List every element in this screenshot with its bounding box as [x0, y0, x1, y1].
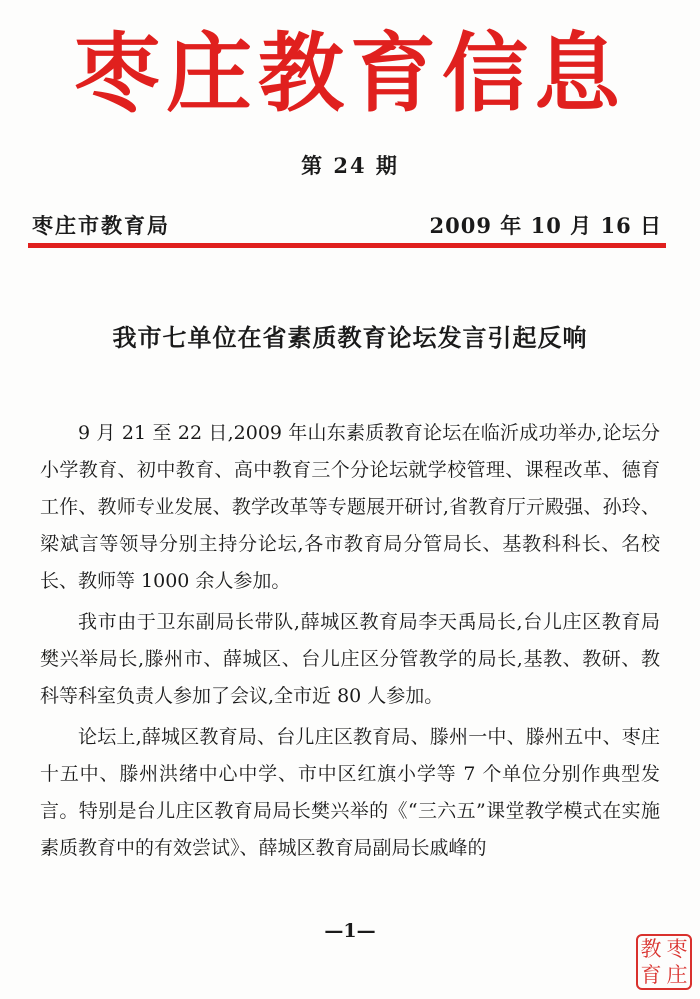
dateline: [32, 210, 662, 240]
seal-char: 育: [640, 963, 662, 987]
seal-char: 教: [640, 937, 662, 961]
seal-char: 枣: [666, 937, 688, 961]
article-paragraph: 9 月 21 至 22 日,2009 年山东素质教育论坛在临沂成功举办,论坛分小学教育、初中教育、高中教育三个分论坛就学校管理、课程改革、德育工作、教师专业发展、教学改革等专题展开研讨,省教育厅亓殿强、孙玲、梁斌言等领导分别主持分论坛,各市教育局分管局长、基教科科长、名校长、教师等 1000 余人参加。: [40, 422, 660, 592]
publisher-name: 枣庄市教育局: [32, 213, 170, 238]
page-number: —1—: [324, 920, 376, 942]
masthead-title: 枣庄教育信息: [74, 23, 626, 124]
article-body: [40, 415, 660, 871]
header-divider: [28, 243, 666, 248]
article-paragraph: 我市由于卫东副局长带队,薛城区教育局李天禹局长,台儿庄区教育局樊兴举局长,滕州市、薛城区、台儿庄区分管教学的局长,基教、教研、教科等科室负责人参加了会议,全市近 80 人参加。: [40, 611, 660, 707]
publish-date: 2009 年 10 月 16 日: [429, 213, 662, 238]
seal-char: 庄: [666, 963, 688, 987]
seal-stamp: [636, 934, 692, 990]
article-paragraph: 论坛上,薛城区教育局、台儿庄区教育局、滕州一中、滕州五中、枣庄十五中、滕州洪绪中心中学、市中区红旗小学等 7 个单位分别作典型发言。特别是台儿庄区教育局局长樊兴举的《“三六五”课堂教学模式在实施素质教育中的有效尝试》、薛城区教育局副局长戚峰的: [40, 726, 660, 859]
issue-number: 第 24 期: [301, 153, 399, 178]
article-headline: 我市七单位在省素质教育论坛发言引起反响: [112, 323, 588, 352]
